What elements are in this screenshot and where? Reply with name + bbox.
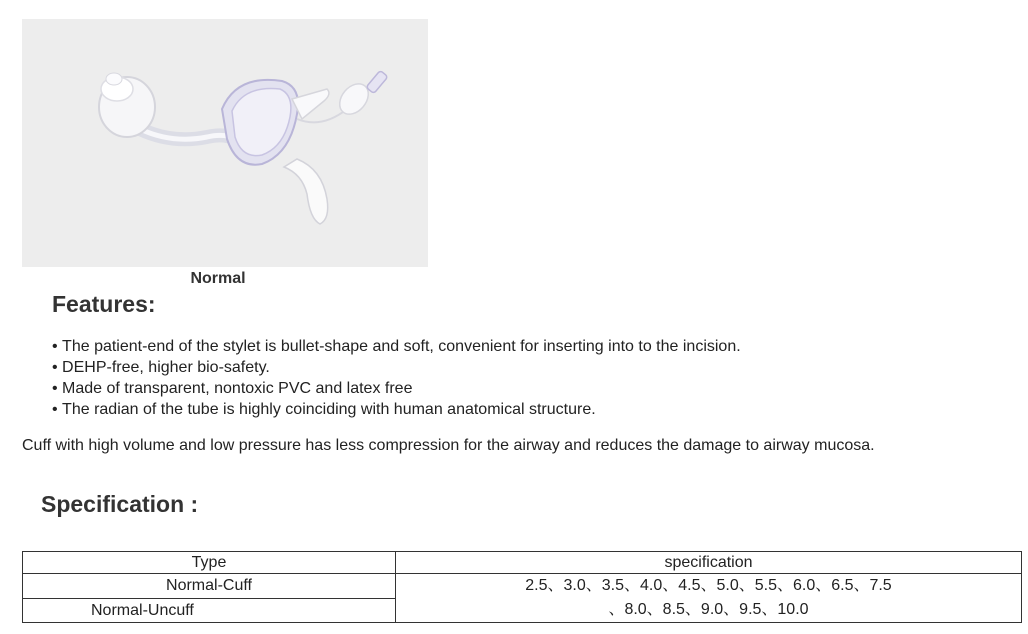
header-specification: specification bbox=[396, 552, 1022, 574]
cuff-description: Cuff with high volume and low pressure has less compression for the airway and reduces the damage to airway mucosa. bbox=[22, 437, 875, 454]
feature-item: • The patient-end of the stylet is bullet-shape and soft, convenient for inserting into to the incision. bbox=[52, 336, 741, 357]
size-values-line: 、8.0、8.5、9.0、9.5、10.0 bbox=[608, 601, 809, 618]
table-row bbox=[23, 574, 1022, 599]
tracheostomy-tube-illustration bbox=[22, 19, 428, 267]
header-type: Type bbox=[23, 552, 396, 574]
size-values-line: 2.5、3.0、3.5、4.0、4.5、5.0、5.5、6.0、6.5、7.5 bbox=[525, 577, 892, 594]
image-caption: Normal bbox=[190, 270, 246, 287]
size-values-cell bbox=[396, 574, 1022, 623]
feature-item: • DEHP-free, higher bio-safety. bbox=[52, 357, 741, 378]
type-cell: Normal-Cuff bbox=[23, 574, 396, 599]
feature-item: • Made of transparent, nontoxic PVC and latex free bbox=[52, 378, 741, 399]
specification-table bbox=[22, 551, 1022, 623]
specification-heading: Specification : bbox=[41, 491, 199, 517]
feature-item: • The radian of the tube is highly coinciding with human anatomical structure. bbox=[52, 399, 741, 420]
features-list bbox=[52, 336, 741, 420]
product-image bbox=[22, 19, 428, 267]
features-heading: Features: bbox=[52, 291, 156, 317]
table-header-row bbox=[23, 552, 1022, 574]
type-cell: Normal-Uncuff bbox=[23, 598, 396, 623]
